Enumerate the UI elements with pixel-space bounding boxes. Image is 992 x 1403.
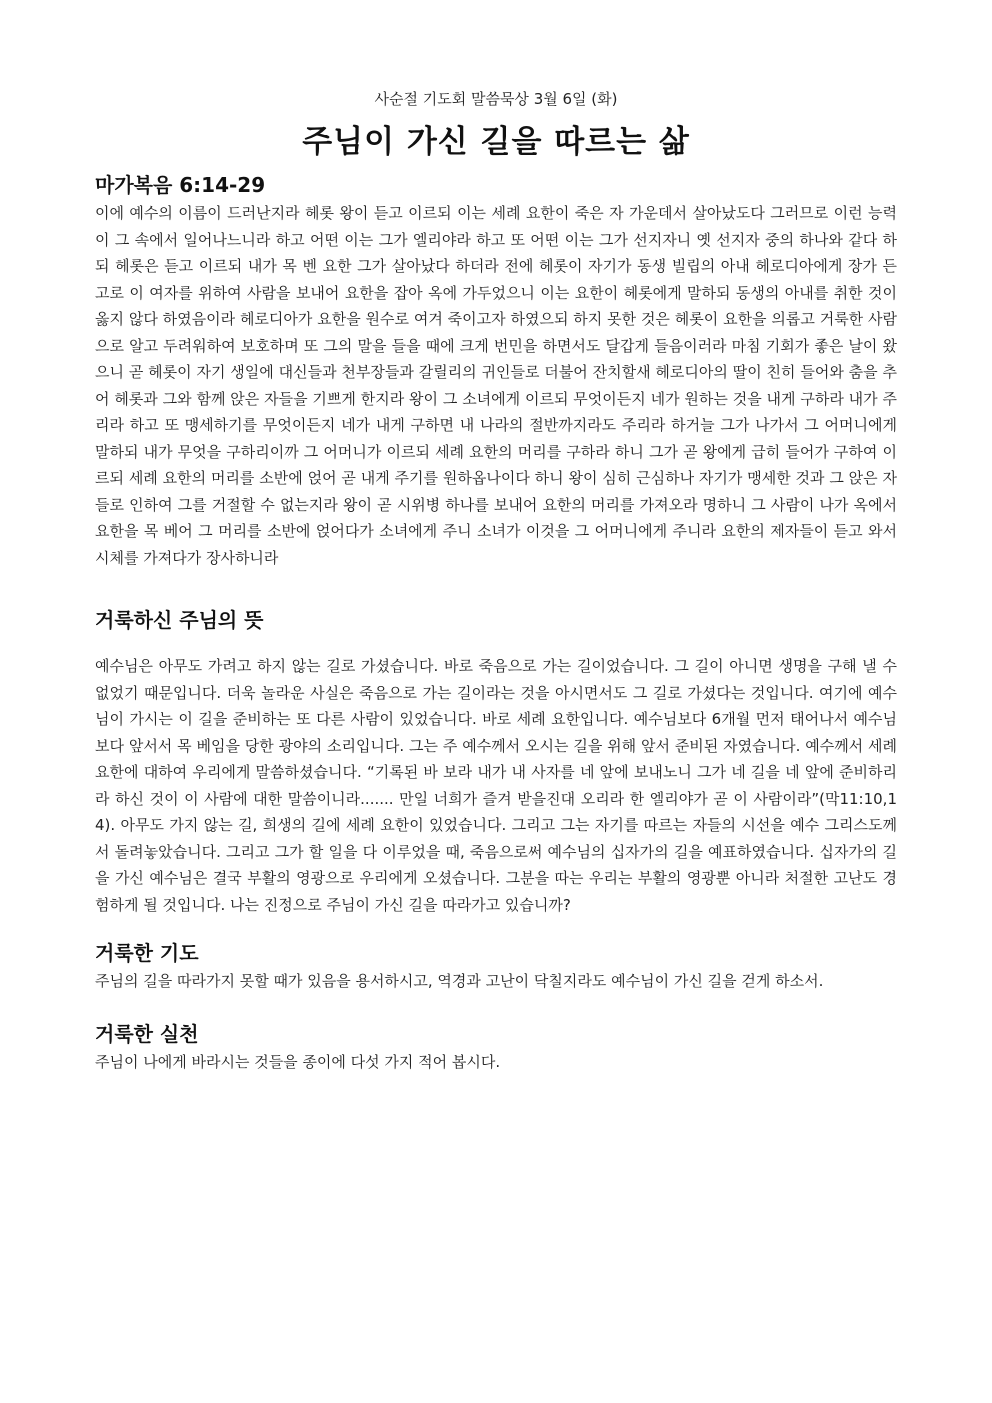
scripture-heading: 마가복음 6:14-29: [95, 173, 266, 197]
meditation-heading: 거룩하신 주님의 뜻: [95, 608, 264, 632]
scripture-section: [95, 170, 897, 571]
prayer-heading: 거룩한 기도: [95, 941, 199, 965]
meditation-section: [95, 605, 897, 918]
practice-heading: 거룩한 실천: [95, 1021, 199, 1046]
document-title: 주님이 가신 길을 따르는 삶: [302, 124, 690, 160]
meditation-text: 예수님은 아무도 가려고 하지 않는 길로 가셨습니다. 바로 죽음으로 가는 길이었습니다. 그 길이 아니면 생명을 구해 낼 수 없었기 때문입니다. 더욱 놀라운 사실은 죽음으로 가는 길이라는 것을 아시면서도 그 길로 가셨다는 것입니다. 여기에 예수님이 가시는 이 길을 준비하는 또 다른 사람이 있었습니다. 바로 세례 요한입니다. 예수님보다 6개월 먼저 태어나서 예수님보다 앞서서 목 베임을 당한 광야의 소리입니다. 그는 주 예수께서 오시는 길을 위해 앞서 준비된 자였습니다. 예수께서 세례 요한에 대하여 우리에게 말씀하셨습니다. “기록된 바 보라 내가 내 사자를 네 앞에 보내노니 그가 네 길을 네 앞에 준비하리라 하신 것이 이 사람에 대한 말씀이니라....... 만일 너희가 즐겨 받을진대 오리라 한 엘리야가 곧 이 사람이라”(막11:10,14). 아무도 가지 않는 길, 희생의 길에 세례 요한이 있었습니다. 그리고 그는 자기를 따르는 자들의 시선을 예수 그리스도께서 돌려놓았습니다. 그리고 그가 할 일을 다 이루었을 때, 죽음으로써 예수님의 십자가의 길을 예표하였습니다. 십자가의 길을 가신 예수님은 결국 부활의 영광으로 우리에게 오셨습니다. 그분을 따는 우리는 부활의 영광뿐 아니라 처절한 고난도 경험하게 될 것입니다. 나는 진정으로 주님이 가신 길을 따라가고 있습니까?: [95, 657, 897, 914]
document-page: [95, 88, 897, 1075]
practice-section: [95, 1019, 897, 1076]
document-subtitle: 사순절 기도회 말씀묵상 3월 6일 (화): [374, 90, 618, 108]
prayer-text: 주님의 길을 따라가지 못할 때가 있음을 용서하시고, 역경과 고난이 닥칠지라도 예수님이 가신 길을 걷게 하소서.: [95, 972, 824, 990]
practice-text: 주님이 나에게 바라시는 것들을 종이에 다섯 가지 적어 봅시다.: [95, 1052, 501, 1071]
scripture-text: 이에 예수의 이름이 드러난지라 헤롯 왕이 듣고 이르되 이는 세례 요한이 죽은 자 가운데서 살아났도다 그러므로 이런 능력이 그 속에서 일어나느니라 하고 어떤 이는 그가 엘리야라 하고 또 어떤 이는 그가 선지자니 옛 선지자 중의 하나와 같다 하되 헤롯은 듣고 이르되 내가 목 벤 요한 그가 살아났다 하더라 전에 헤롯이 자기가 동생 빌립의 아내 헤로디아에게 장가 든 고로 이 여자를 위하여 사람을 보내어 요한을 잡아 옥에 가두었으니 이는 요한이 헤롯에게 말하되 동생의 아내를 취한 것이 옳지 않다 하였음이라 헤로디아가 요한을 원수로 여겨 죽이고자 하였으되 하지 못한 것은 헤롯이 요한을 의롭고 거룩한 사람으로 알고 두려워하여 보호하며 또 그의 말을 들을 때에 크게 번민을 하면서도 달갑게 들음이러라 마침 기회가 좋은 날이 왔으니 곧 헤롯이 자기 생일에 대신들과 천부장들과 갈릴리의 귀인들로 더불어 잔치할새 헤로디아의 딸이 친히 들어와 춤을 추어 헤롯과 그와 함께 앉은 자들을 기쁘게 한지라 왕이 그 소녀에게 이르되 무엇이든지 네가 원하는 것을 내게 구하라 내가 주리라 하고 또 맹세하기를 무엇이든지 네가 내게 구하면 내 나라의 절반까지라도 주리라 하거늘 그가 나가서 그 어머니에게 말하되 내가 무엇을 구하리이까 그 어머니가 이르되 세례 요한의 머리를 구하라 하니 그가 곧 왕에게 급히 들어가 구하여 이르되 세례 요한의 머리를 소반에 얹어 곧 내게 주기를 원하옵나이다 하니 왕이 심히 근심하나 자기가 맹세한 것과 그 앉은 자들로 인하여 그를 거절할 수 없는지라 왕이 곧 시위병 하나를 보내어 요한의 머리를 가져오라 명하니 그 사람이 나가 옥에서 요한을 목 베어 그 머리를 소반에 얹어다가 소녀에게 주니 소녀가 이것을 그 어머니에게 주니라 요한의 제자들이 듣고 와서 시체를 가져다가 장사하니라: [95, 204, 897, 567]
prayer-section: [95, 938, 897, 995]
